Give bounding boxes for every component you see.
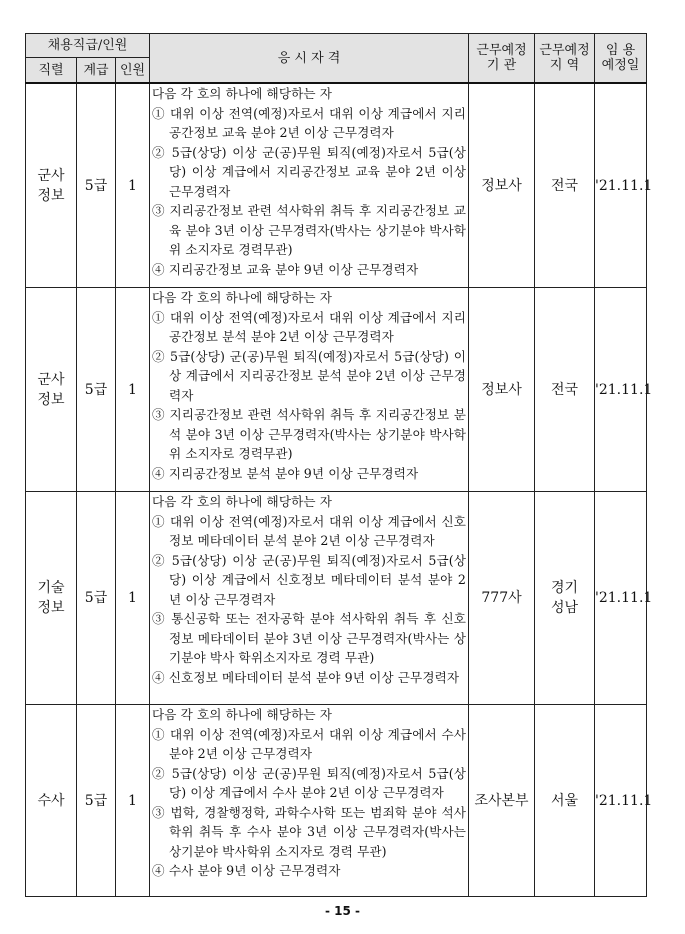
qualification-intro: 다음 각 호의 하나에 해당하는 자	[152, 494, 332, 509]
qualification-item: ④ 지리공간정보 교육 분야 9년 이상 근무경력자	[152, 261, 419, 277]
agency-cell: 777사	[469, 492, 535, 705]
qualification-item: ① 대위 이상 전역(예정)자로서 대위 이상 계급에서 지리공간정보 분석 분야 2년 이상 근무경력자	[152, 309, 467, 344]
date-cell: '21.11.1	[595, 492, 647, 705]
recruitment-table	[25, 33, 653, 897]
date-cell: '21.11.1	[595, 288, 647, 492]
grade-cell: 5급	[77, 492, 116, 705]
date-cell: '21.11.1	[595, 83, 647, 288]
qualification-item: ③ 통신공학 또는 전자공학 분야 석사학위 취득 후 신호정보 메타데이터 분야 3년 이상 근무경력자(박사는 상기분야 박사 학위소지자로 경력 무관)	[152, 611, 467, 665]
table-row	[26, 288, 647, 492]
header-count: 인원	[116, 58, 150, 84]
job-cell: 군사 정보	[26, 83, 77, 288]
job-cell: 수사	[26, 705, 77, 897]
page-number: - 15 -	[324, 904, 360, 918]
qualification-item: ④ 지리공간정보 분석 분야 9년 이상 근무경력자	[152, 465, 419, 481]
qualification-item: ② 5급(상당) 이상 군(공)무원 퇴직(예정)자로서 5급(상당) 이상 계급에서 신호정보 메타데이터 분석 분야 2년 이상 근무경력자	[152, 552, 467, 607]
grade-cell: 5급	[77, 83, 116, 288]
qualification-intro: 다음 각 호의 하나에 해당하는 자	[152, 290, 332, 305]
job-cell: 기술 정보	[26, 492, 77, 705]
grade-cell: 5급	[77, 288, 116, 492]
qualification-item: ③ 지리공간정보 관련 석사학위 취득 후 지리공간정보 교육 분야 3년 이상 근무경력자(박사는 상기분야 박사학위 소지자로 경력무관)	[152, 203, 467, 257]
qualification-item: ③ 법학, 경찰행정학, 과학수사학 또는 범죄학 분야 석사학위 취득 후 수사 분야 3년 이상 근무경력자(박사는 상기분야 박사학위 소지자로 경력 무관)	[152, 804, 467, 859]
qualification-cell	[150, 288, 469, 492]
qualification-item: ① 대위 이상 전역(예정)자로서 대위 이상 계급에서 지리공간정보 교육 분야 2년 이상 근무경력자	[152, 105, 467, 140]
table-row	[26, 83, 647, 288]
qualification-cell	[150, 83, 469, 288]
header-date: 임 용 예정일	[595, 34, 647, 84]
header-region: 근무예정 지 역	[535, 34, 595, 84]
qualification-item: ② 5급(상당) 군(공)무원 퇴직(예정)자로서 5급(상당) 이상 계급에서 지리공간정보 분석 분야 2년 이상 근무경력자	[152, 348, 467, 403]
qualification-item: ② 5급(상당) 이상 군(공)무원 퇴직(예정)자로서 5급(상당) 이상 계급에서 수사 분야 2년 이상 근무경력자	[152, 765, 467, 800]
qualification-item: ① 대위 이상 전역(예정)자로서 대위 이상 계급에서 수사 분야 2년 이상 근무경력자	[152, 726, 467, 761]
qualification-item: ④ 수사 분야 9년 이상 근무경력자	[152, 863, 341, 878]
region-cell: 전국	[535, 83, 595, 288]
region-cell: 경기 성남	[535, 492, 595, 705]
qualification-intro: 다음 각 호의 하나에 해당하는 자	[152, 86, 332, 101]
header-job: 직렬	[26, 58, 77, 84]
agency-cell: 조사본부	[469, 705, 535, 897]
qualification-item: ③ 지리공간정보 관련 석사학위 취득 후 지리공간정보 분석 분야 3년 이상 근무경력자(박사는 상기분야 박사학위 소지자로 경력무관)	[152, 407, 467, 461]
count-cell: 1	[116, 83, 150, 288]
count-cell: 1	[116, 288, 150, 492]
agency-cell: 정보사	[469, 288, 535, 492]
count-cell: 1	[116, 492, 150, 705]
header-agency: 근무예정 기 관	[469, 34, 535, 84]
qualification-cell	[150, 705, 469, 897]
table-row	[26, 705, 647, 897]
qualification-item: ④ 신호정보 메타데이터 분석 분야 9년 이상 근무경력자	[152, 669, 460, 685]
job-cell: 군사 정보	[26, 288, 77, 492]
region-cell: 전국	[535, 288, 595, 492]
header-group: 채용직급/인원	[26, 34, 150, 58]
grade-cell: 5급	[77, 705, 116, 897]
qualification-item: ② 5급(상당) 이상 군(공)무원 퇴직(예정)자로서 5급(상당) 이상 계급에서 지리공간정보 교육 분야 2년 이상 근무경력자	[152, 144, 467, 199]
table-row	[26, 492, 647, 705]
header-qualification: 응 시 자 격	[150, 34, 469, 84]
region-cell: 서울	[535, 705, 595, 897]
date-cell: '21.11.1	[595, 705, 647, 897]
count-cell: 1	[116, 705, 150, 897]
qualification-item: ① 대위 이상 전역(예정)자로서 대위 이상 계급에서 신호정보 메타데이터 분석 분야 2년 이상 근무경력자	[152, 513, 467, 548]
qualification-cell	[150, 492, 469, 705]
agency-cell: 정보사	[469, 83, 535, 288]
header-grade: 계급	[77, 58, 116, 84]
qualification-intro: 다음 각 호의 하나에 해당하는 자	[152, 707, 332, 722]
